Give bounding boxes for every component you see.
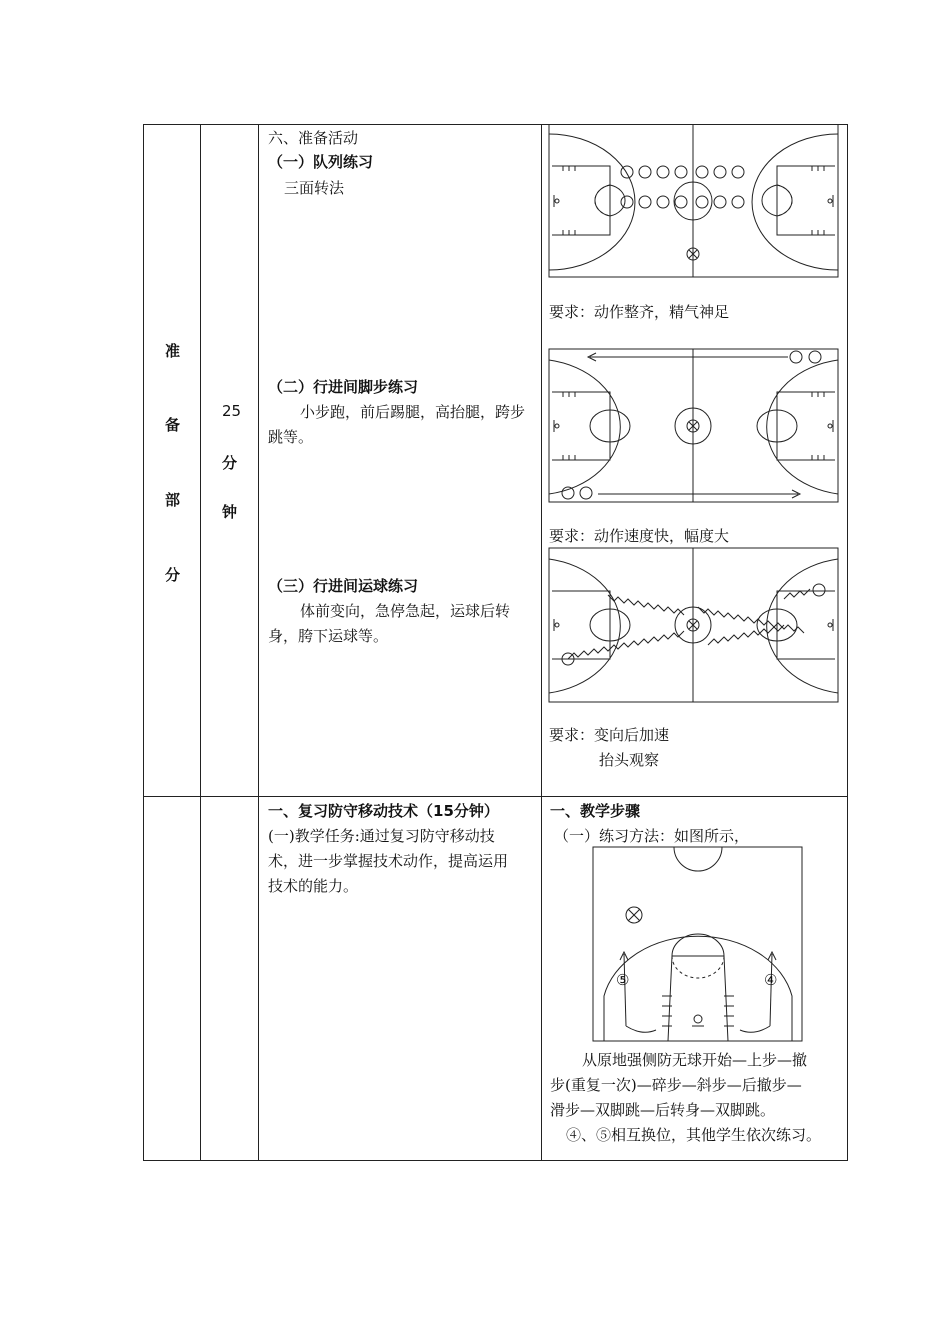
defense-halfcourt-diagram [592, 846, 804, 1042]
section-char: 备 [165, 416, 181, 434]
section-char: 准 [165, 342, 181, 360]
teaching-desc-line: 步(重复一次)—碎步—斜步—后撤步— [550, 1076, 802, 1094]
sub2-body-line: 跳等。 [268, 428, 314, 446]
teaching-desc-line: ④、⑤相互换位，其他学生依次练习。 [566, 1126, 822, 1144]
row-divider [143, 796, 848, 797]
time-char: 分 [222, 454, 238, 472]
col-divider-2 [258, 124, 259, 1161]
section-char: 分 [165, 566, 181, 584]
requirement-2: 要求：动作速度快，幅度大 [549, 527, 730, 545]
teaching-desc-line: 从原地强侧防无球开始—上步—撤 [582, 1051, 808, 1069]
col-divider-1 [200, 124, 201, 1161]
sub1-heading: （一）队列练习 [268, 153, 374, 171]
teaching-desc-line: 滑步—双脚跳—后转身—双脚跳。 [550, 1101, 776, 1119]
sub3-heading: （三）行进间运球练习 [268, 577, 419, 595]
sub2-body-line: 小步跑，前后踢腿，高抬腿，跨步 [300, 403, 526, 421]
teaching-method: （一）练习方法：如图所示， [554, 827, 750, 845]
prep-title: 六、准备活动 [268, 129, 359, 147]
sub3-body-line: 身，胯下运球等。 [268, 627, 389, 645]
footwork-court-diagram [548, 348, 840, 506]
sub3-body-line: 体前变向，急停急起，运球后转 [300, 602, 511, 620]
player-four: ④ [764, 971, 778, 989]
table-bottom-border [143, 1160, 848, 1161]
formation-court-diagram [548, 124, 840, 280]
col-divider-3 [541, 124, 542, 1161]
sub1-body: 三面转法 [284, 179, 345, 197]
col-border-left [143, 124, 144, 1161]
defense-title: 一、复习防守移动技术（15分钟） [268, 802, 499, 820]
sub2-heading: （二）行进间脚步练习 [268, 378, 419, 396]
section-char: 部 [165, 491, 181, 509]
defense-task-line: 术，进一步掌握技术动作，提高运用 [268, 852, 509, 870]
requirement-1: 要求：动作整齐，精气神足 [549, 303, 730, 321]
dribbling-court-diagram [548, 547, 840, 705]
defense-task-line: 技术的能力。 [268, 877, 359, 895]
requirement-3-line: 要求：变向后加速 [549, 726, 670, 744]
defense-task-line: (一)教学任务:通过复习防守移动技 [268, 827, 495, 845]
col-border-right [847, 124, 848, 1161]
time-char: 钟 [222, 503, 238, 521]
teaching-title: 一、教学步骤 [550, 802, 641, 820]
requirement-3-line: 抬头观察 [599, 751, 660, 769]
time-value: 25 [222, 402, 242, 420]
player-five: ⑤ [616, 971, 630, 989]
